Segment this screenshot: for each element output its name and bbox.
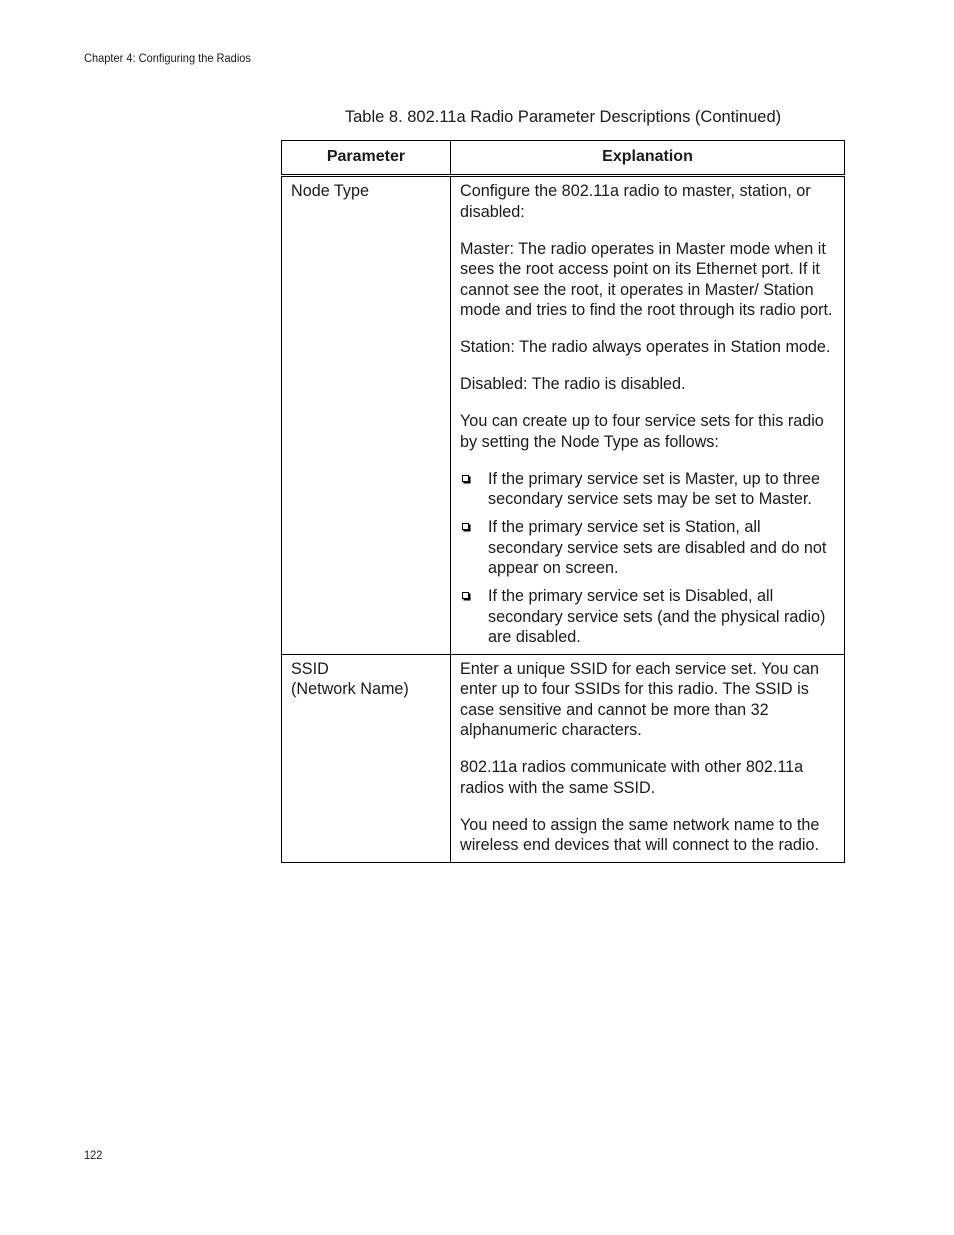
explanation-paragraph: Master: The radio operates in Master mode when it sees the root access point on its Ethernet port. If it cannot see the root, it operates in Master/ Station mode and tries to find the root through its radio port.: [460, 239, 833, 319]
parameter-table: [281, 140, 845, 863]
explanation-paragraph: Station: The radio always operates in Station mode.: [460, 338, 831, 356]
explanation-paragraph: You can create up to four service sets for this radio by setting the Node Type as follows:: [460, 412, 824, 451]
list-item: [460, 517, 836, 579]
checkbox-bullet-icon: [462, 523, 469, 530]
explanation-paragraph: You need to assign the same network name to the wireless end devices that will connect to the radio.: [460, 815, 820, 854]
bullet-list: [460, 469, 836, 648]
explanation-cell: [451, 654, 845, 862]
table-row: [282, 176, 845, 655]
parameter-name: Node Type: [291, 182, 369, 200]
list-item: [460, 586, 836, 648]
page-number: 122: [84, 1148, 103, 1162]
table-header-row: [282, 141, 845, 176]
list-item-text: If the primary service set is Master, up to three secondary service sets may be set to Master.: [488, 469, 820, 508]
column-header-explanation: Explanation: [451, 141, 845, 176]
table-caption: Table 8. 802.11a Radio Parameter Descriptions (Continued): [344, 108, 782, 126]
list-item-text: If the primary service set is Disabled, all secondary service sets (and the physical radio) are disabled.: [488, 587, 826, 646]
explanation-cell: [451, 176, 845, 655]
parameter-name-detail: (Network Name): [291, 680, 409, 698]
running-head: Chapter 4: Configuring the Radios: [84, 51, 251, 65]
explanation-paragraph: Enter a unique SSID for each service set. You can enter up to four SSIDs for this radio. The SSID is case sensitive and cannot be more than 32 alphanumeric characters.: [460, 659, 820, 739]
parameter-cell: [282, 654, 451, 862]
checkbox-bullet-icon: [462, 475, 469, 482]
checkbox-bullet-icon: [462, 592, 469, 599]
parameter-cell: [282, 176, 451, 655]
explanation-paragraph: Disabled: The radio is disabled.: [460, 375, 686, 393]
list-item: [460, 469, 836, 510]
parameter-name: SSID: [291, 659, 329, 678]
list-item-text: If the primary service set is Station, all secondary service sets are disabled and do not appear on screen.: [488, 518, 827, 577]
explanation-paragraph: 802.11a radios communicate with other 802.11a radios with the same SSID.: [460, 758, 804, 797]
table-row: [282, 654, 845, 862]
explanation-paragraph: Configure the 802.11a radio to master, station, or disabled:: [460, 182, 811, 221]
column-header-parameter: Parameter: [282, 141, 451, 176]
